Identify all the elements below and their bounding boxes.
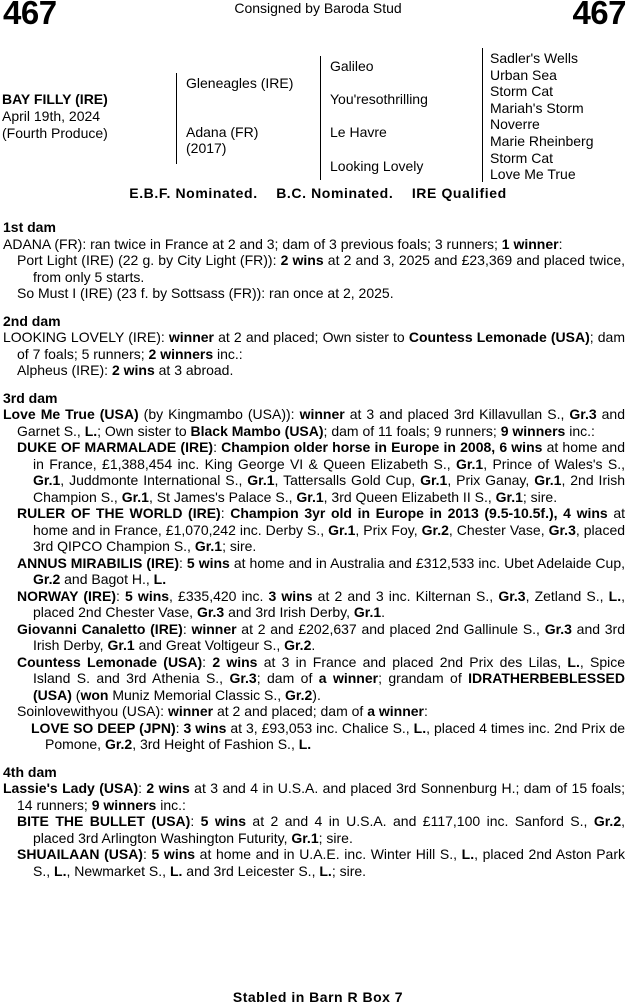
bold-text: Love Me True (USA) — [3, 406, 139, 422]
consignor: Consigned by Baroda Stud — [234, 0, 402, 16]
entry-text: at 3 in France and placed 2nd Prix des Lilas, — [257, 653, 568, 670]
entry-text: ; dam of — [256, 670, 319, 686]
entry-text: LOOKING LOVELY (IRE): — [3, 329, 169, 345]
bold-text: Gr.1 — [353, 604, 382, 620]
entry-text: at home and in France, £1,388,454 inc. King George VI & Queen Elizabeth S., — [33, 439, 625, 472]
entry-text: : — [190, 813, 201, 829]
entry-text: : — [423, 703, 428, 719]
entry-text: , 2nd Irish Champion S., — [33, 472, 626, 505]
entry-text: ; sire. — [331, 862, 367, 879]
ancestor: Mariah's Storm — [490, 99, 584, 116]
ancestor: Storm Cat — [490, 149, 554, 166]
entry-text: ; sire. — [522, 488, 558, 505]
horse-details — [2, 91, 108, 142]
bold-text: Gr.1 — [455, 455, 484, 472]
bold-text: 3 wins — [268, 587, 313, 604]
entry-text: ; sire. — [222, 538, 257, 554]
entry-text: ; grandam of — [378, 670, 469, 686]
bold-text: 5 wins — [200, 813, 246, 829]
section-heading: 2nd dam — [3, 312, 61, 329]
entry-text: , Prix Ganay, — [447, 472, 535, 488]
entry-text: , placed 2nd Chester Vase, — [33, 587, 625, 620]
pedigree-entry — [3, 236, 625, 253]
nominations — [0, 185, 636, 201]
pedigree-sire-dam: You'resothrilling — [330, 91, 428, 107]
pedigree-entry — [3, 780, 625, 813]
bold-text: 5 wins — [151, 846, 196, 862]
bold-text: L. — [461, 846, 475, 862]
bold-text: IDRATHERBEBLESSED (USA) — [33, 670, 626, 703]
entry-text: : — [182, 620, 192, 637]
bold-text: winner — [167, 703, 214, 719]
bold-text: BITE THE BULLET (USA) — [17, 813, 191, 829]
catalogue-body — [3, 219, 625, 879]
ancestor: Noverre — [490, 116, 540, 133]
pedigree-entry — [3, 555, 625, 588]
entry-text: : — [213, 439, 222, 455]
bold-text: Gr.1 — [121, 488, 149, 505]
pedigree-dam-dam: Looking Lovely — [330, 158, 424, 174]
bold-text: Gr.2 — [284, 637, 312, 653]
ancestor: Love Me True — [490, 166, 576, 183]
entry-text: inc.: — [565, 422, 595, 439]
ebf-nomination: E.B.F. Nominated. — [129, 185, 258, 201]
bold-text: DUKE OF MARMALADE (IRE) — [17, 439, 214, 455]
lot-number-left: 467 — [3, 0, 57, 31]
horse-name: BAY FILLY (IRE) — [2, 91, 108, 107]
entry-text: , placed 4 times inc. 2nd Prix de Pomone, — [45, 719, 626, 752]
entry-text: and Bagot H., — [60, 571, 154, 587]
bold-text: Gr.2 — [104, 736, 133, 752]
entry-text: and Garnet S., — [17, 406, 626, 439]
entry-text: , Chester Vase, — [448, 521, 549, 538]
bold-text: won — [80, 686, 109, 703]
pedigree-sire-sire: Galileo — [330, 58, 374, 74]
bold-text: a winner — [318, 670, 379, 686]
entry-text: and 3rd Irish Derby, — [224, 604, 354, 620]
bold-text: 2 wins — [146, 780, 190, 796]
bold-text: L. — [319, 862, 332, 879]
entry-text: : — [175, 719, 184, 736]
entry-text: , Prince of Wales's S., — [483, 455, 625, 472]
bold-text: Gr.2 — [285, 686, 313, 703]
entry-text: ). — [312, 686, 321, 703]
ire-qualified: IRE Qualified — [411, 185, 507, 201]
entry-text: , placed 3rd QIPCO Champion S., — [33, 521, 626, 554]
entry-text: at 3 abroad. — [154, 362, 234, 378]
bold-text: L. — [169, 862, 183, 879]
bold-text: Gr.1 — [194, 538, 223, 554]
bold-text: Champion 3yr old in Europe in 2013 (9.5-10.5f.), 4 wins — [230, 505, 608, 521]
bc-nomination: B.C. Nominated. — [276, 185, 394, 201]
entry-text: at 2 and £202,637 and placed 2nd Gallinule S., — [236, 620, 545, 637]
bold-text: Gr.1 — [33, 472, 61, 488]
bold-text: winner — [168, 329, 215, 345]
bold-text: winner — [191, 620, 237, 637]
entry-text: , St James's Palace S., — [148, 488, 297, 505]
pedigree-entry — [3, 439, 625, 505]
bold-text: Black Mambo (USA) — [190, 422, 324, 439]
entry-text: ; sire. — [318, 829, 353, 846]
bold-text: Gr.3 — [544, 620, 572, 637]
entry-text: : — [179, 554, 187, 571]
bold-text: Gr.1 — [328, 521, 356, 538]
bold-text: Gr.1 — [420, 472, 448, 488]
pedigree-entry — [3, 703, 625, 720]
bold-text: RULER OF THE WORLD (IRE) — [17, 505, 221, 521]
entry-text: , £335,420 inc. — [169, 587, 269, 604]
pedigree-entry — [3, 406, 625, 439]
entry-text: ADANA (FR): ran twice in France at 2 and 3; dam of 3 previous foals; 3 runners; — [3, 235, 502, 252]
pedigree-entry — [3, 588, 625, 621]
entry-text: ( — [71, 686, 81, 703]
section-heading: 4th dam — [3, 763, 57, 780]
entry-text: inc.: — [213, 345, 243, 362]
entry-text: at 3, £93,053 inc. Chalice S., — [226, 719, 414, 736]
bold-text: L. — [608, 587, 622, 604]
pedigree-bracket-1 — [176, 73, 177, 164]
entry-text: Muniz Memorial Classic S., — [108, 686, 286, 703]
bold-text: 3 wins — [183, 719, 227, 736]
bold-text: Countess Lemonade (USA) — [408, 329, 590, 345]
pedigree-entry — [3, 285, 625, 302]
entry-text: Port Light (IRE) (22 g. by City Light (FR)): — [17, 252, 281, 268]
section-heading: 1st dam — [3, 219, 56, 235]
entry-text: : — [116, 587, 126, 604]
pedigree-dam-sire: Le Havre — [330, 124, 387, 140]
bold-text: winner — [299, 406, 345, 422]
entry-text: , Newmarket S., — [66, 862, 170, 879]
entry-text: at home and in Australia and £312,533 inc. Ubet Adelaide Cup, — [229, 554, 625, 571]
entry-text: , Juddmonte International S., — [60, 472, 248, 488]
pedigree-entry — [3, 846, 625, 879]
entry-text: , placed 3rd Arlington Washington Futurity, — [33, 813, 625, 846]
bold-text: LOVE SO DEEP (JPN) — [31, 719, 176, 736]
entry-text: , 3rd Height of Fashion S., — [132, 736, 299, 752]
entry-text: So Must I (IRE) (23 f. by Sottsass (FR)): ran once at 2, 2025. — [17, 285, 394, 301]
bold-text: 2 wins — [212, 653, 258, 670]
bold-text: Gr.2 — [421, 521, 449, 538]
bold-text: Giovanni Canaletto (IRE) — [17, 620, 183, 637]
pedigree-entry — [3, 329, 625, 362]
bold-text: ANNUS MIRABILIS (IRE) — [17, 554, 180, 571]
bold-text: Gr.3 — [548, 521, 576, 538]
bold-text: 9 winners — [500, 422, 566, 439]
entry-text: : — [142, 846, 152, 862]
bold-text: Gr.3 — [569, 406, 597, 422]
bold-text: Gr.1 — [247, 472, 275, 488]
entry-text: and 3rd Irish Derby, — [33, 620, 625, 653]
entry-text: at 2 and 3 inc. Kilternan S., — [312, 587, 499, 604]
ancestor: Sadler's Wells — [490, 50, 578, 66]
pedigree-entry — [3, 654, 625, 704]
entry-text: , Tattersalls Gold Cup, — [274, 472, 421, 488]
entry-text: and Great Voltigeur S., — [134, 637, 285, 653]
bold-text: 2 wins — [111, 362, 155, 378]
bold-text: Gr.1 — [495, 488, 523, 505]
bold-text: 5 wins — [125, 587, 170, 604]
entry-text: at 2 and 4 in U.S.A. and £117,100 inc. Sanford S., — [245, 813, 594, 829]
entry-text: , 3rd Queen Elizabeth II S., — [323, 488, 496, 505]
entry-text: : — [138, 780, 147, 796]
bold-text: 9 winners — [91, 796, 157, 813]
bold-text: 2 wins — [280, 252, 324, 268]
bold-text: Gr.1 — [296, 488, 324, 505]
entry-text: : — [202, 653, 213, 670]
entry-text: at home and in France, £1,070,242 inc. Derby S., — [33, 505, 626, 538]
entry-text: : — [558, 235, 563, 252]
ancestor: Urban Sea — [490, 66, 557, 83]
bold-text: Gr.1 — [107, 637, 135, 653]
pedigree-bracket-2 — [320, 56, 321, 180]
bold-text: Gr.3 — [229, 670, 257, 686]
pedigree-entry — [3, 362, 625, 379]
bold-text: NORWAY (IRE) — [17, 587, 116, 604]
bold-text: 5 wins — [186, 554, 230, 571]
produce-note: (Fourth Produce) — [2, 125, 108, 141]
bold-text: SHUAILAAN (USA) — [17, 846, 143, 862]
bold-text: L. — [54, 862, 67, 879]
entry-text: , Prix Foy, — [355, 521, 422, 538]
entry-text: , placed 2nd Aston Park S., — [33, 846, 625, 879]
bold-text: Gr.2 — [593, 813, 622, 829]
entry-text: (by Kingmambo (USA)): — [138, 406, 300, 422]
section-heading: 3rd dam — [3, 389, 58, 406]
bold-text: Champion older horse in Europe in 2008, 6 wins — [221, 439, 543, 455]
pedigree-bracket-3 — [482, 48, 483, 182]
bold-text: L. — [567, 653, 580, 670]
bold-text: Gr.3 — [498, 587, 526, 604]
stabling-info: Stabled in Barn R Box 7 — [232, 989, 404, 1005]
pedigree-dam: Adana (FR) — [186, 124, 259, 140]
entry-text: at 2 and placed; Own sister to — [214, 329, 409, 345]
bold-text: Gr.1 — [291, 829, 319, 846]
entry-text: Soinlovewithyou (USA): — [17, 703, 168, 719]
bold-text: Lassie's Lady (USA) — [3, 780, 139, 796]
bold-text: Gr.2 — [33, 571, 61, 587]
entry-text: ; Own sister to — [97, 422, 191, 439]
entry-text: at 2 and 3, 2025 and £23,369 and placed twice, from only 5 starts. — [33, 252, 626, 285]
entry-text: and 3rd Leicester S., — [182, 862, 320, 879]
pedigree-fourth-gen — [490, 50, 594, 183]
pedigree-entry — [3, 813, 625, 846]
pedigree-entry — [3, 505, 625, 555]
pedigree-dam-block — [186, 124, 258, 156]
entry-text: , Spice Island S. and 3rd Athenia S., — [33, 653, 625, 686]
pedigree-entry — [3, 252, 625, 285]
entry-text: at 3 and 4 in U.S.A. and placed 3rd Sonnenburg H.; dam of 15 foals; 14 runners; — [17, 780, 625, 813]
pedigree-entry — [3, 720, 625, 753]
bold-text: a winner — [367, 703, 424, 719]
bold-text: L. — [153, 571, 167, 587]
bold-text: L. — [84, 422, 98, 439]
pedigree-dam-year: (2017) — [186, 140, 227, 156]
entry-text: Alpheus (IRE): — [17, 362, 112, 378]
bold-text: L. — [413, 719, 427, 736]
pedigree-entry — [3, 621, 625, 654]
bold-text: L. — [298, 736, 312, 752]
bold-text: Countess Lemonade (USA) — [17, 653, 203, 670]
ancestor: Marie Rheinberg — [490, 132, 594, 149]
ancestor: Storm Cat — [490, 83, 554, 100]
entry-text: , Zetland S., — [525, 587, 609, 604]
foaling-date: April 19th, 2024 — [2, 108, 101, 124]
entry-text: at home and in U.A.E. inc. Winter Hill S., — [195, 846, 462, 862]
entry-text: at 3 and placed 3rd Killavullan S., — [344, 406, 570, 422]
bold-text: Gr.3 — [196, 604, 225, 620]
entry-text: . — [381, 604, 386, 620]
entry-text: ; dam of 7 foals; 5 runners; — [17, 329, 626, 362]
entry-text: : — [220, 505, 231, 521]
lot-number-right: 467 — [572, 0, 626, 31]
entry-text: inc.: — [156, 796, 186, 813]
pedigree-sire: Gleneagles (IRE) — [186, 75, 294, 91]
entry-text: at 2 and placed; dam of — [213, 703, 368, 719]
bold-text: 1 winner — [501, 235, 559, 252]
entry-text: . — [311, 637, 316, 653]
bold-text: 2 winners — [148, 345, 214, 362]
bold-text: Gr.1 — [534, 472, 562, 488]
entry-text: ; dam of 11 foals; 9 runners; — [323, 422, 501, 439]
